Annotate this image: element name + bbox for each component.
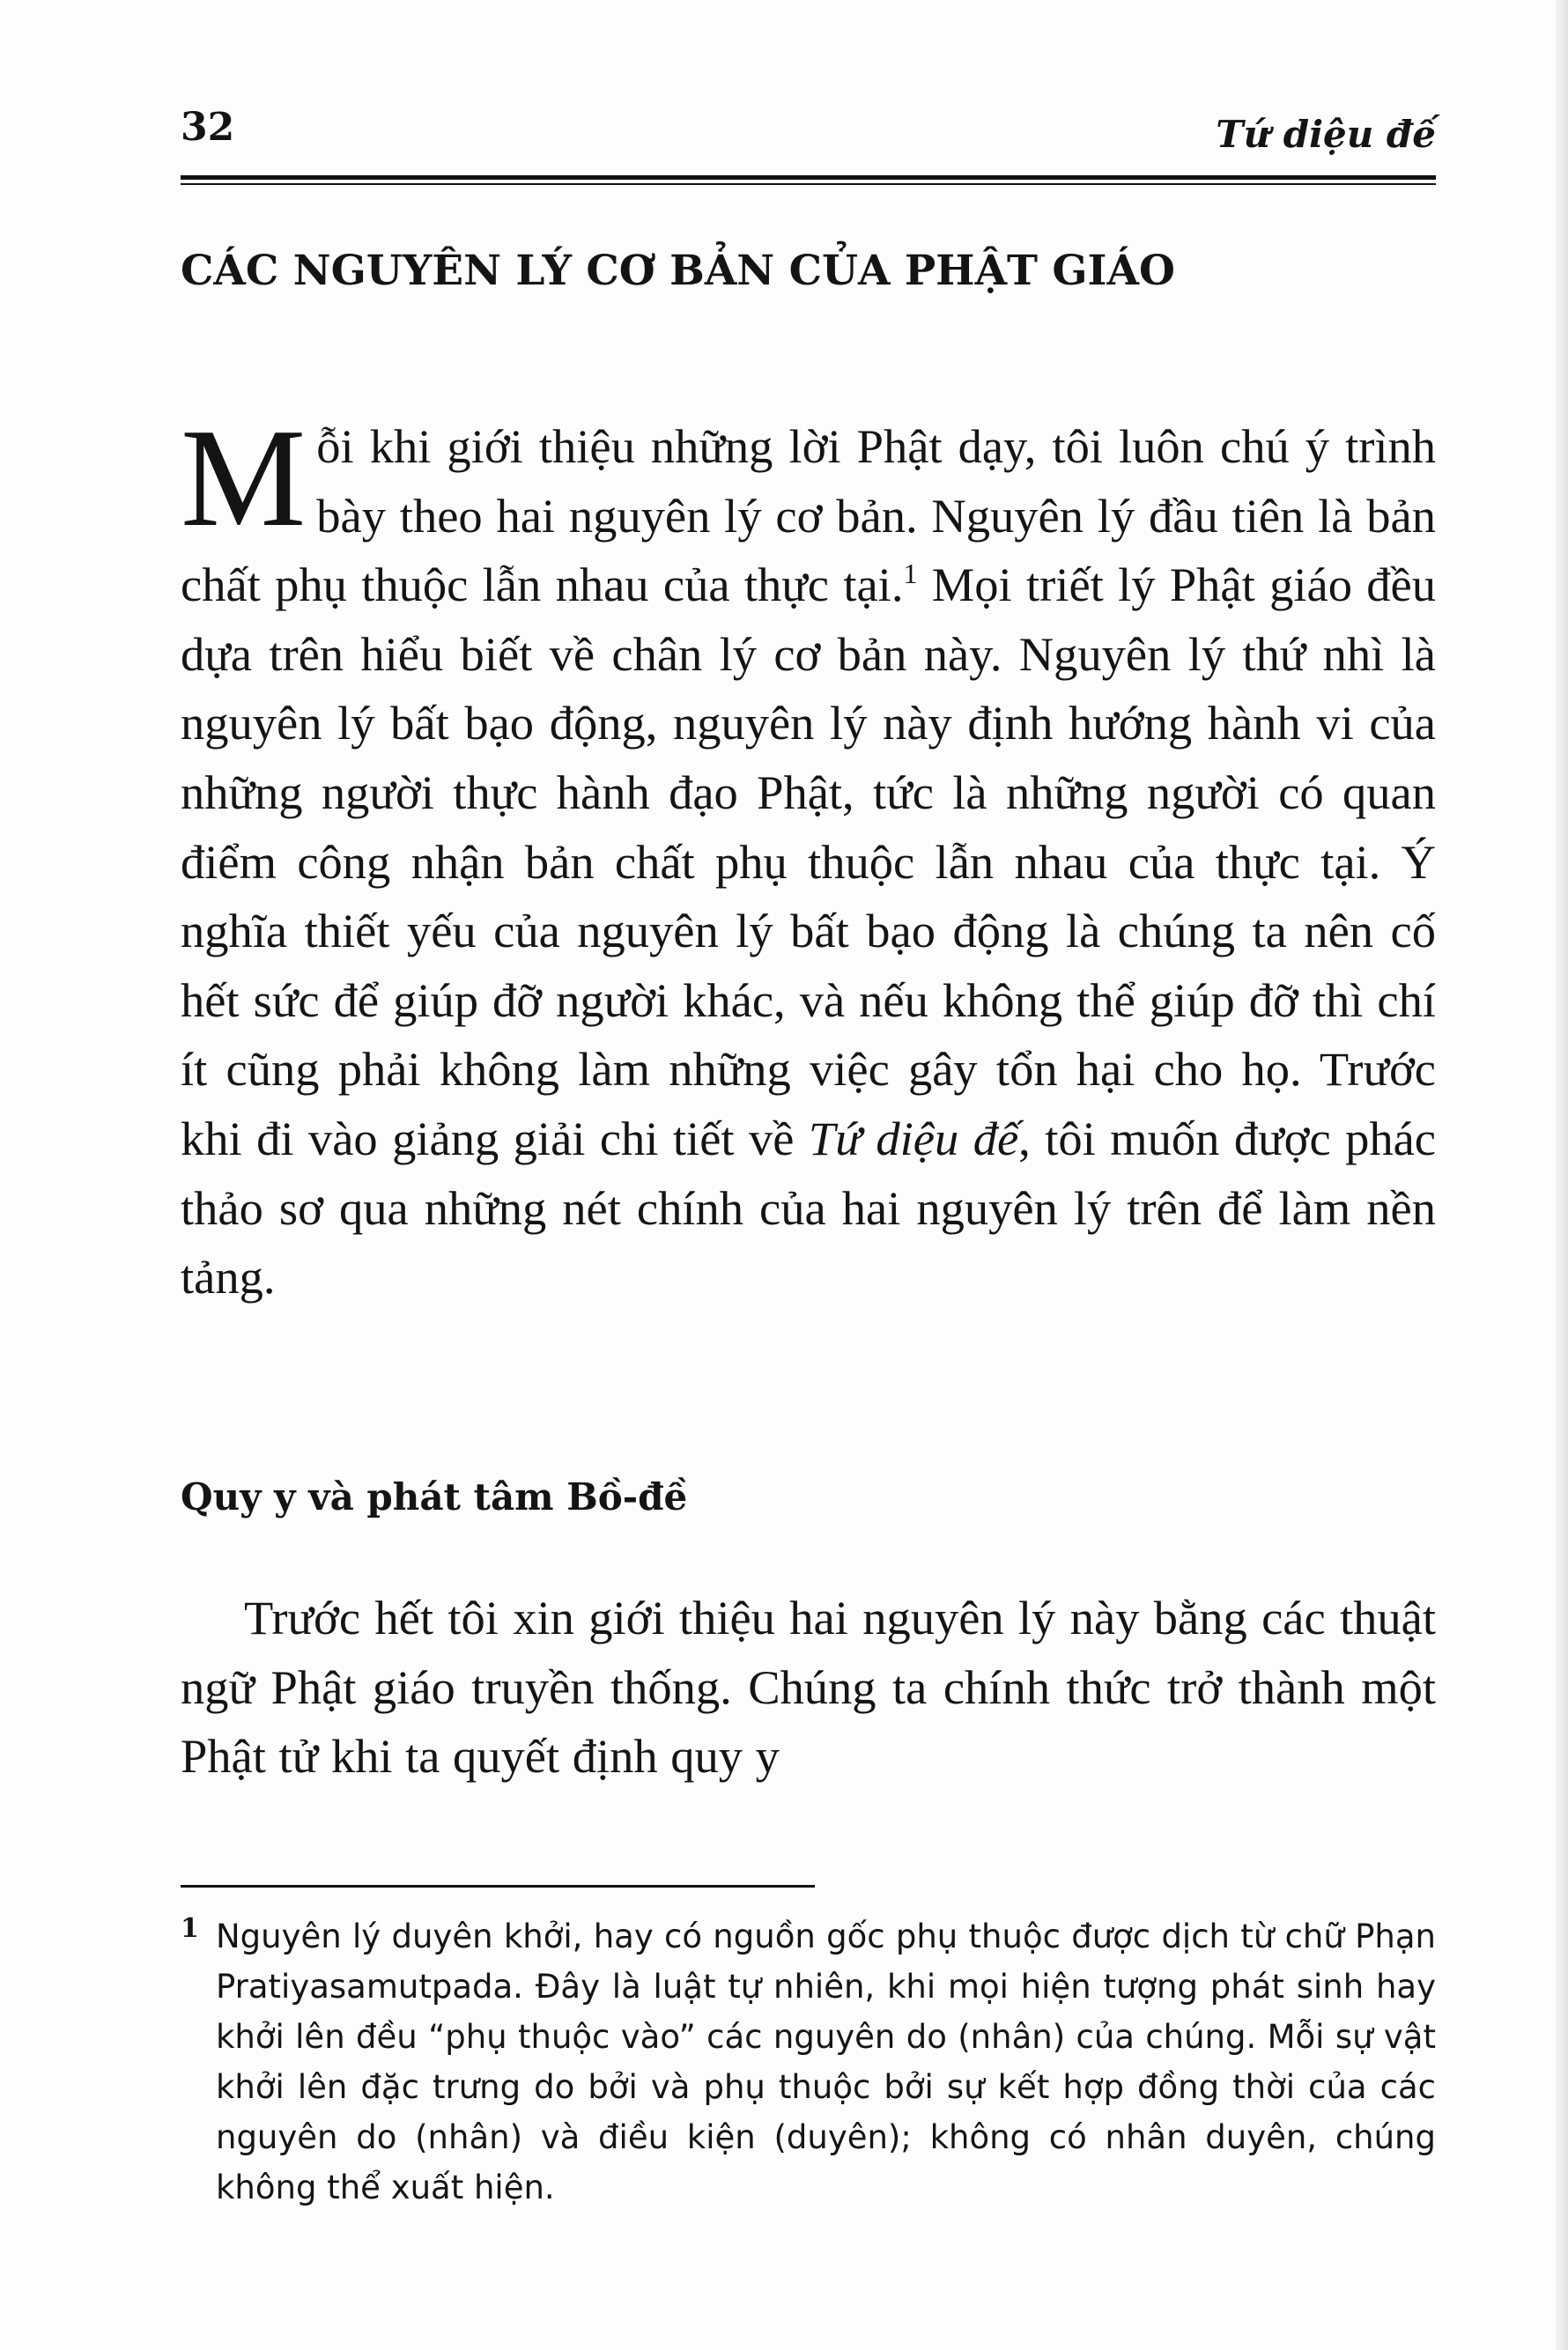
footnote-text: Nguyên lý duyên khởi, hay có nguồn gốc phụ thuộc được dịch từ chữ Phạn Pratiyasamutpada. Đây là luật tự nhiên, khi mọi hiện tượng phát sinh hay khởi lên đều “phụ thuộc vào” các nguyên do (nhân) của chúng. Mỗi sự vật khởi lên đặc trưng do bởi và phụ thuộc bởi sự kết hợp đồng thời của các nguyên do (nhân) và điều kiện (duyên); không có nhân duyên, chúng không thể xuất hiện. xyxy=(216,1918,1436,2206)
running-title: Tứ diệu đế xyxy=(1216,113,1436,156)
paragraph-1-text-c: , tôi muốn được phác thảo sơ qua những nét chính của hai nguyên lý trên để làm nền tảng. xyxy=(181,1111,1437,1304)
paragraph-1-text-b: Mọi triết lý Phật giáo đều dựa trên hiểu biết về chân lý cơ bản này. Nguyên lý thứ nhì là nguyên lý bất bạo động, nguyên lý này định hướng hành vi của những người thực hành đạo Phật, tức là những người có quan điểm công nhận bản chất phụ thuộc lẫn nhau của thực tại. Ý nghĩa thiết yếu của nguyên lý bất bạo động là chúng ta nên cố hết sức để giúp đỡ người khác, và nếu không thể giúp đỡ thì chí ít cũng phải không làm những việc gây tổn hại cho họ. Trước khi đi vào giảng giải chi tiết về xyxy=(181,558,1436,1165)
italic-book-title: Tứ diệu đế xyxy=(808,1111,1019,1165)
section-heading: Quy y và phát tâm Bồ-đề xyxy=(181,1475,688,1519)
header-rule-thin xyxy=(181,183,1436,185)
footnote-reference: 1 xyxy=(903,558,918,590)
page-edge-shadow xyxy=(1556,0,1568,2350)
paragraph-1-text-a: ỗi khi giới thiệu những lời Phật dạy, tôi luôn chú ý trình bày theo hai nguyên lý cơ bản. Nguyên lý đầu tiên là bản chất phụ thuộc lẫn nhau của thực tại. xyxy=(181,419,1436,612)
drop-cap: M xyxy=(181,399,307,556)
footnote-rule xyxy=(181,1885,815,1888)
footnote: 1 Nguyên lý duyên khởi, hay có nguồn gốc phụ thuộc được dịch từ chữ Phạn Pratiyasamutpada. Đây là luật tự nhiên, khi mọi hiện tượng phát sinh hay khởi lên đều “phụ thuộc vào” các nguyên do (nhân) của chúng. Mỗi sự vật khởi lên đặc trưng do bởi và phụ thuộc bởi sự kết hợp đồng thời của các nguyên do (nhân) và điều kiện (duyên); không có nhân duyên, chúng không thể xuất hiện. xyxy=(181,1913,1436,2206)
paragraph-2: Trước hết tôi xin giới thiệu hai nguyên lý này bằng các thuật ngữ Phật giáo truyền thống. Chúng ta chính thức trở thành một Phật tử khi ta quyết định quy y xyxy=(181,1591,1436,1784)
page-header xyxy=(181,101,1436,189)
chapter-title: CÁC NGUYÊN LÝ CƠ BẢN CỦA PHẬT GIÁO xyxy=(181,247,1175,295)
page-number: 32 xyxy=(181,105,235,150)
paragraph-1 xyxy=(181,399,1437,1312)
header-rule-thick xyxy=(181,175,1436,180)
